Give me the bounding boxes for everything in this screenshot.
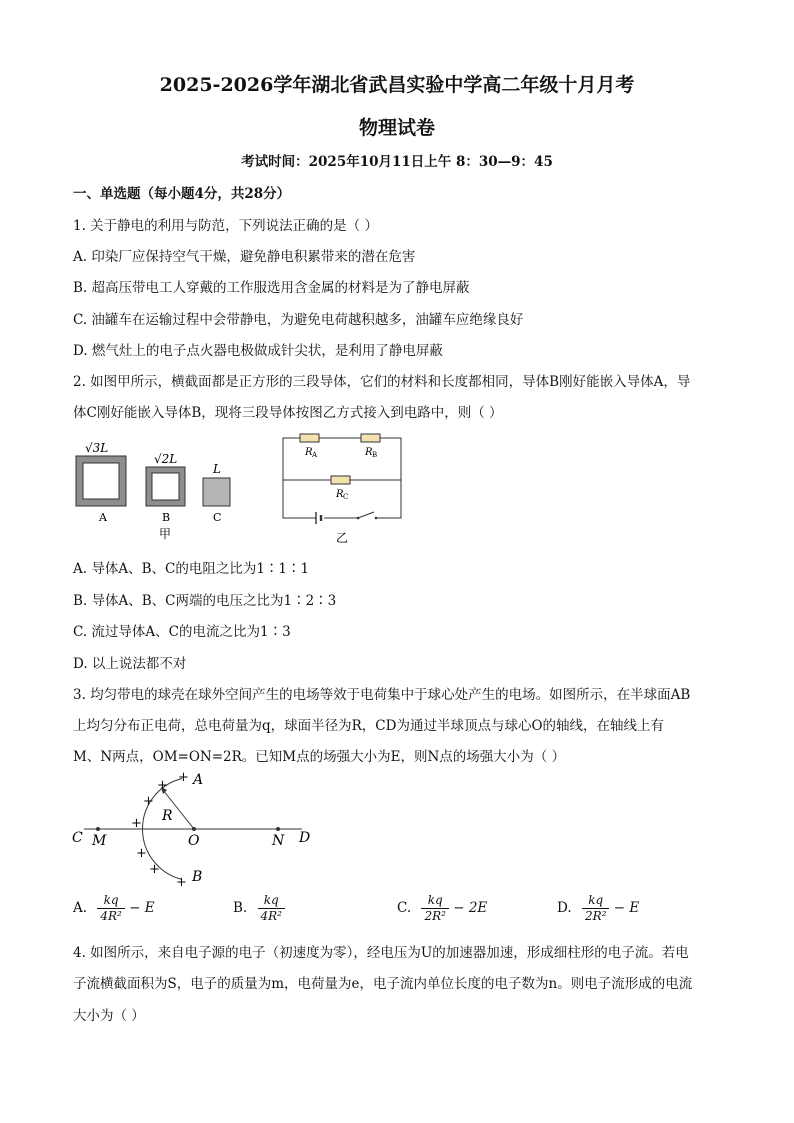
plus-sign: +	[149, 862, 160, 877]
page-title: 2025-2026学年湖北省武昌实验中学高二年级十月月考	[159, 74, 635, 96]
conductor-a-size: √3L	[85, 441, 109, 455]
q1-option-d: D. 燃气灶上的电子点火器电极做成针尖状，是利用了静电屏蔽	[73, 343, 443, 359]
q3-option-d: D. $\frac{kq}{\text{2R²}}$ − E	[557, 893, 640, 923]
q3-option-a: A. $\frac{kq}{\text{4R²}}$ − E	[73, 893, 155, 923]
plus-sign: +	[143, 794, 154, 809]
label-b: B	[192, 869, 203, 885]
q3-option-b: B. $\frac{kq}{\text{4R²}}$	[233, 893, 285, 924]
rb-sub: B	[372, 451, 378, 459]
resistor-rb	[361, 434, 380, 442]
q2-stem-line1: 2. 如图甲所示，横截面都是正方形的三段导体，它们的材料和长度都相同，导体B刚好能嵌入导体A，导	[73, 374, 691, 390]
q3-stem-line1: 3. 均匀带电的球壳在球外空间产生的电场等效于电荷集中于球心处产生的电场。如图所示，在半球面AB	[73, 687, 691, 703]
q2-option-a: A. 导体A、B、C的电阻之比为1∶1∶1	[73, 561, 310, 577]
conductor-a-inner	[83, 463, 119, 499]
switch-contact	[375, 517, 378, 520]
label-d: D	[299, 830, 311, 846]
q2-option-b: B. 导体A、B、C两端的电压之比为1∶2∶3	[73, 593, 337, 609]
page-subtitle: 物理试卷	[358, 117, 435, 139]
switch-pivot	[357, 517, 360, 520]
conductor-a-label: A	[99, 511, 107, 524]
q4-stem-line3: 大小为（ ）	[73, 1008, 145, 1024]
label-n: N	[272, 833, 285, 849]
circuit-left-bottom-wire	[283, 480, 316, 518]
plus-sign: +	[131, 816, 142, 831]
plus-sign: +	[157, 778, 168, 793]
q2-option-c: C. 流过导体A、C的电流之比为1∶3	[73, 624, 291, 640]
figure-caption-jia: 甲	[159, 527, 172, 541]
conductor-b-inner	[152, 473, 179, 500]
plus-sign: +	[176, 875, 187, 890]
q3-stem-line2: 上均匀分布正电荷，总电荷量为q，球面半径为R，CD为通过半球顶点与球心O的轴线，在轴线上有	[73, 718, 665, 734]
rb-label: R	[365, 447, 373, 458]
exam-time: 考试时间：2025年10月11日上午 8：30—9：45	[241, 154, 553, 170]
q2-stem-line2: 体C刚好能嵌入导体B，现将三段导体按图乙方式接入到电路中，则（ ）	[73, 405, 503, 421]
circuit-right-bottom-wire	[376, 480, 401, 518]
section-heading: 一、单选题（每小题4分，共28分）	[73, 186, 291, 202]
rc-label: R	[336, 489, 344, 500]
q4-stem-line1: 4. 如图所示，来自电子源的电子（初速度为零），经电压为U的加速器加速，形成细柱形的电子流。若电	[73, 945, 689, 961]
q3-stem-line3: M、N两点，OM=ON=2R。已知M点的场强大小为E，则N点的场强大小为（ ）	[73, 749, 566, 765]
label-r: R	[162, 808, 173, 824]
switch-blade	[358, 512, 374, 518]
label-c: C	[72, 830, 83, 846]
point-n-dot	[276, 827, 280, 831]
label-a: A	[193, 772, 204, 788]
point-o-dot	[192, 827, 196, 831]
ra-label: R	[305, 447, 313, 458]
resistor-rc	[331, 476, 350, 484]
ra-sub: A	[312, 451, 318, 459]
label-o: O	[188, 833, 200, 849]
conductor-b-label: B	[162, 511, 171, 524]
q2-figure-conductors	[66, 432, 256, 542]
q1-option-b: B. 超高压带电工人穿戴的工作服选用含金属的材料是为了静电屏蔽	[73, 280, 470, 296]
conductor-c-label: C	[213, 511, 222, 524]
label-m: M	[92, 833, 107, 849]
q1-stem: 1. 关于静电的利用与防范，下列说法正确的是（ ）	[73, 218, 378, 234]
q2-figure-circuit	[276, 430, 411, 545]
point-m-dot	[96, 827, 100, 831]
conductor-b-size: √2L	[154, 452, 178, 466]
q3-option-c: C. $\frac{kq}{\text{2R²}}$ − 2E	[397, 893, 488, 923]
circuit-top-wire	[283, 438, 401, 480]
conductor-c-size: L	[213, 462, 221, 476]
plus-sign: +	[136, 846, 147, 861]
q2-option-d: D. 以上说法都不对	[73, 656, 187, 672]
figure-caption-yi: 乙	[336, 531, 349, 545]
q1-option-a: A. 印染厂应保持空气干燥，避免静电积累带来的潜在危害	[73, 249, 416, 265]
q3-figure-hemisphere	[70, 768, 320, 890]
resistor-ra	[300, 434, 319, 442]
plus-sign: +	[178, 770, 189, 785]
conductor-c	[203, 478, 230, 506]
q1-option-c: C. 油罐车在运输过程中会带静电，为避免电荷越积越多，油罐车应绝缘良好	[73, 312, 524, 328]
rc-sub: C	[343, 493, 349, 501]
q4-stem-line2: 子流横截面积为S，电子的质量为m，电荷量为e，电子流内单位长度的电子数为n。则电子流形成的电流	[73, 976, 693, 992]
